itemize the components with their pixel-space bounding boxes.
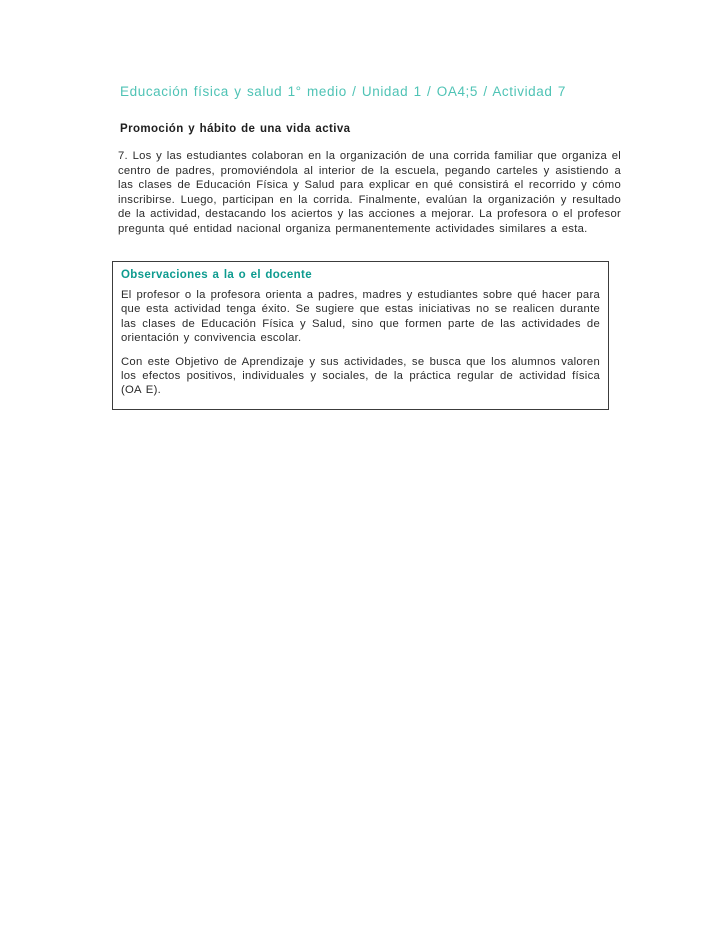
section-heading: Promoción y hábito de una vida activa (120, 123, 351, 135)
observations-box-title: Observaciones a la o el docente (121, 269, 312, 281)
observations-paragraph-1: El profesor o la profesora orienta a padres, madres y estudiantes sobre qué hacer para que esta actividad tenga éxito. Se sugiere que estas iniciativas no se realicen durante las clases de Educación Física y Salud, sino que formen parte de las actividades de orientación y convivencia escolar. (121, 289, 600, 345)
breadcrumb: Educación física y salud 1° medio / Unidad 1 / OA4;5 / Actividad 7 (120, 84, 566, 99)
observations-paragraph-2: Con este Objetivo de Aprendizaje y sus actividades, se busca que los alumnos valoren los efectos positivos, individuales y sociales, de la práctica regular de actividad física (OA E). (121, 355, 600, 397)
activity-paragraph: 7. Los y las estudiantes colaboran en la organización de una corrida familiar que organiza el centro de padres, promoviéndola al interior de la escuela, pegando carteles y asistiendo a las clases de Educación Física y Salud para explicar en qué consistirá el recorrido y cómo inscribirse. Luego, participan en la corrida. Finalmente, evalúan la organización y resultado de la actividad, destacando los aciertos y las acciones a mejorar. La profesora o el profesor pregunta qué entidad nacional organiza permanentemente actividades similares a esta. (118, 150, 621, 235)
observations-box (112, 261, 609, 410)
